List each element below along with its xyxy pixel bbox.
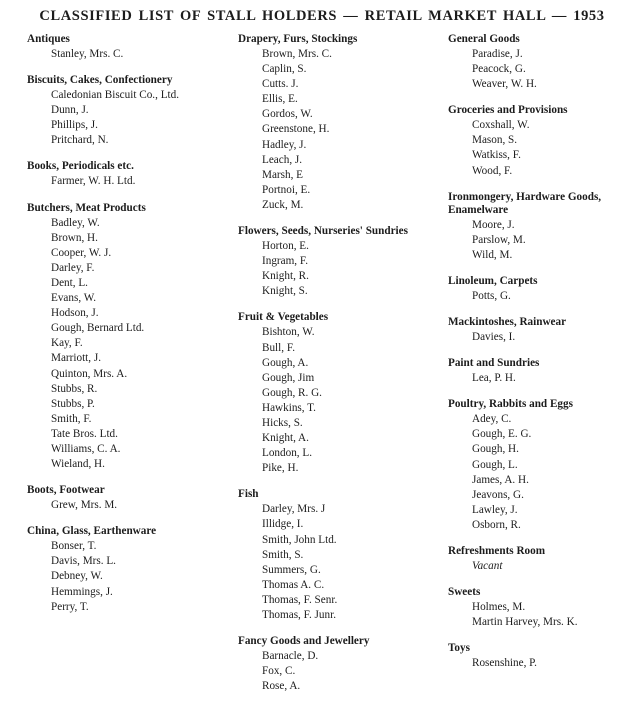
stall-holder-entry: Wild, M. (472, 248, 513, 261)
stall-holder-entry: Holmes, M. (472, 601, 526, 614)
stall-holder-entry: Weaver, W. H. (472, 78, 537, 91)
stall-holder-entry: Debney, W. (51, 570, 103, 583)
stall-holder-entry: Hawkins, T. (262, 401, 316, 414)
stall-holder-entry: Greenstone, H. (262, 123, 330, 136)
stall-holder-entry: Illidge, I. (262, 518, 304, 531)
category-boots-footwear (27, 484, 227, 513)
stall-holder-entry: Gough, R. G. (262, 386, 322, 399)
stall-holder-entry: Farmer, W. H. Ltd. (51, 175, 136, 188)
category-poultry-rabbits-and-eggs (448, 398, 634, 533)
category-toys (448, 642, 634, 671)
category-refreshments-room (448, 545, 634, 574)
category-heading: Drapery, Furs, Stockings (238, 33, 358, 45)
stall-holder-entry: Gough, L. (472, 458, 518, 471)
stall-holder-list (238, 325, 438, 476)
stall-holder-list (448, 218, 634, 263)
category-heading: Biscuits, Cakes, Confectionery (27, 74, 173, 87)
stall-holder-entry: Peacock, G. (472, 63, 526, 76)
stall-holder-list (448, 371, 634, 386)
stall-holder-entry: Darley, F. (51, 261, 95, 274)
stall-holder-entry: Wood, F. (472, 164, 513, 177)
category-heading: China, Glass, Earthenware (27, 525, 157, 538)
category-sweets (448, 586, 634, 630)
stall-holder-entry: Lawley, J. (472, 503, 518, 516)
stall-holder-entry: Evans, W. (51, 292, 97, 305)
category-groceries-and-provisions (448, 104, 634, 178)
category-heading: Linoleum, Carpets (448, 274, 538, 287)
category-heading: Fish (238, 488, 259, 501)
category-heading: Fancy Goods and Jewellery (238, 635, 370, 648)
stall-holder-entry: Fox, C. (262, 665, 296, 678)
stall-holder-entry: Smith, S. (262, 548, 304, 561)
document-title: CLASSIFIED LIST OF STALL HOLDERS — RETAIL MARKET HALL — 1953 (39, 8, 605, 24)
stall-holder-entry: Lea, P. H. (472, 372, 516, 385)
stall-holder-list (27, 47, 227, 62)
category-butchers-meat-products (27, 202, 227, 473)
category-drapery-furs-stockings (238, 33, 438, 213)
stall-holder-entry: Thomas, F. Senr. (262, 593, 338, 606)
stall-holder-list (448, 289, 634, 304)
stall-holder-entry: Parslow, M. (472, 233, 526, 246)
stall-holder-entry: Perry, T. (51, 600, 89, 613)
stall-holder-entry: Caledonian Biscuit Co., Ltd. (51, 89, 180, 102)
category-antiques (27, 33, 227, 62)
category-heading: Groceries and Provisions (448, 104, 568, 117)
stall-holder-list (448, 600, 634, 630)
stall-holder-entry: Gordos, W. (262, 108, 313, 121)
stall-holder-entry: Grew, Mrs. M. (51, 499, 118, 512)
stall-holder-entry: Knight, A. (262, 432, 309, 445)
stall-holder-entry: Vacant (472, 559, 503, 572)
stall-holder-entry: Thomas, F. Junr. (262, 609, 337, 621)
category-heading: Fruit & Vegetables (238, 311, 329, 324)
stall-holder-entry: Brown, Mrs. C. (262, 48, 332, 60)
stall-holder-entry: Ellis, E. (262, 93, 298, 106)
stall-holder-entry: Davies, I. (472, 331, 516, 344)
stall-holder-entry: Potts, G. (472, 289, 511, 302)
category-heading: General Goods (448, 33, 520, 45)
stall-holder-entry: Marriott, J. (51, 352, 102, 365)
category-fish (238, 488, 438, 623)
category-biscuits-cakes-confectionery (27, 74, 227, 148)
stall-holder-entry: Davis, Mrs. L. (51, 555, 116, 568)
stall-holder-entry: Gough, E. G. (472, 428, 532, 441)
stall-holder-entry: Dent, L. (51, 276, 88, 289)
category-heading: Paint and Sundries (448, 357, 540, 370)
stall-holder-list (448, 47, 634, 92)
stall-holder-entry: Pritchard, N. (51, 134, 109, 147)
category-heading: Refreshments Room (448, 544, 546, 557)
stall-holder-entry: Marsh, E (262, 168, 304, 181)
stall-holder-entry: Knight, S. (262, 285, 308, 298)
category-general-goods (448, 33, 634, 92)
stall-holder-entry: Jeavons, G. (472, 488, 524, 501)
column-2 (238, 33, 438, 706)
category-heading: Butchers, Meat Products (27, 201, 146, 214)
stall-holder-entry: Bishton, W. (262, 326, 315, 339)
stall-holder-entry: Quinton, Mrs. A. (51, 367, 128, 380)
stall-holder-entry: Caplin, S. (262, 63, 307, 76)
stall-holder-entry: Leach, J. (262, 153, 303, 166)
stall-holder-entry: Darley, Mrs. J (262, 503, 326, 516)
stall-holder-entry: Rose, A. (262, 680, 301, 693)
stall-holder-entry: Hicks, S. (262, 416, 303, 429)
category-heading: Flowers, Seeds, Nurseries' Sundries (238, 225, 408, 238)
stall-holder-list (448, 118, 634, 178)
stall-holder-entry: Cutts. J. (262, 78, 299, 91)
stall-holder-entry: Cooper, W. J. (51, 246, 112, 259)
stall-holder-entry: Hemmings, J. (51, 585, 113, 598)
stall-holder-entry: Coxshall, W. (472, 119, 530, 132)
category-heading: Ironmongery, Hardware Goods, Enamelware (448, 190, 602, 216)
category-paint-and-sundries (448, 357, 634, 386)
stall-holder-list (27, 539, 227, 614)
stall-holder-entry: Gough, Bernard Ltd. (51, 322, 145, 335)
stall-holder-list (448, 656, 634, 671)
stall-holder-entry: Martin Harvey, Mrs. K. (472, 616, 578, 629)
stall-holder-entry: Brown, H. (51, 231, 98, 244)
stall-holder-list (238, 239, 438, 299)
stall-holder-entry: Ingram, F. (262, 255, 309, 268)
stall-holder-entry: Zuck, M. (262, 198, 304, 211)
stall-holder-list (27, 498, 227, 513)
stall-holder-entry: Knight, R. (262, 270, 309, 283)
stall-holder-entry: Phillips, J. (51, 119, 98, 132)
category-books-periodicals-etc (27, 160, 227, 189)
stall-holder-entry: Moore, J. (472, 218, 515, 231)
stall-holder-entry: Paradise, J. (472, 48, 523, 60)
stall-holder-entry: Wieland, H. (51, 458, 105, 471)
stall-holder-entry: Smith, John Ltd. (262, 533, 337, 546)
category-mackintoshes-rainwear (448, 316, 634, 345)
category-heading: Boots, Footwear (27, 484, 105, 497)
stall-holder-entry: Williams, C. A. (51, 442, 121, 455)
stall-holder-entry: Dunn, J. (51, 104, 89, 117)
category-ironmongery-hardware-goods-enamelware (448, 191, 634, 263)
stall-holder-entry: Bull, F. (262, 341, 295, 354)
stall-holder-list (27, 174, 227, 189)
stall-holder-entry: Pike, H. (262, 462, 299, 475)
category-fancy-goods-and-jewellery (238, 635, 438, 694)
category-heading: Poultry, Rabbits and Eggs (448, 398, 573, 411)
stall-holder-list (238, 649, 438, 694)
stall-holder-entry: Stubbs, P. (51, 397, 95, 410)
stall-holder-entry: Bonser, T. (51, 540, 97, 553)
category-heading: Books, Periodicals etc. (27, 160, 134, 173)
stall-holder-entry: Hadley, J. (262, 138, 307, 151)
stall-holder-entry: Mason, S. (472, 134, 518, 147)
stall-holder-entry: Gough, A. (262, 356, 309, 369)
stall-holder-entry: Thomas A. C. (262, 578, 325, 591)
stall-holder-entry: Kay, F. (51, 337, 83, 350)
stall-holder-entry: Portnoi, E. (262, 183, 311, 196)
stall-holder-entry: Stubbs, R. (51, 382, 98, 395)
stall-holder-entry: Barnacle, D. (262, 650, 319, 663)
stall-holder-entry: Tate Bros. Ltd. (51, 427, 118, 440)
stall-holder-list (448, 412, 634, 533)
category-heading: Toys (448, 642, 470, 655)
stall-holder-entry: Horton, E. (262, 240, 309, 253)
stall-holder-list (448, 559, 634, 574)
stall-holder-list (238, 502, 438, 623)
category-heading: Sweets (448, 586, 481, 599)
stall-holder-entry: Stanley, Mrs. C. (51, 48, 124, 60)
stall-holder-entry: Smith, F. (51, 412, 92, 425)
stall-holder-entry: Summers, G. (262, 563, 321, 576)
category-heading: Mackintoshes, Rainwear (448, 316, 567, 329)
category-linoleum-carpets (448, 275, 634, 304)
category-flowers-seeds-nurseries-sundries (238, 225, 438, 299)
stall-holder-list (448, 330, 634, 345)
stall-holder-list (238, 47, 438, 213)
stall-holder-entry: London, L. (262, 447, 313, 460)
stall-holder-entry: Gough, H. (472, 443, 519, 456)
stall-holder-entry: Watkiss, F. (472, 149, 521, 162)
category-china-glass-earthenware (27, 525, 227, 614)
stall-holder-list (27, 216, 227, 473)
stall-holder-entry: Badley, W. (51, 216, 100, 229)
stall-holder-entry: Gough, Jim (262, 371, 315, 384)
column-3 (448, 33, 634, 683)
stall-holder-entry: Rosenshine, P. (472, 657, 537, 670)
stall-holder-entry: Adey, C. (472, 413, 512, 426)
category-fruit-vegetables (238, 311, 438, 476)
stall-holder-entry: James, A. H. (472, 473, 529, 486)
stall-holder-entry: Hodson, J. (51, 307, 99, 320)
column-1 (27, 33, 227, 627)
category-heading: Antiques (27, 33, 70, 45)
stall-holder-entry: Osborn, R. (472, 518, 521, 531)
stall-holder-list (27, 88, 227, 148)
